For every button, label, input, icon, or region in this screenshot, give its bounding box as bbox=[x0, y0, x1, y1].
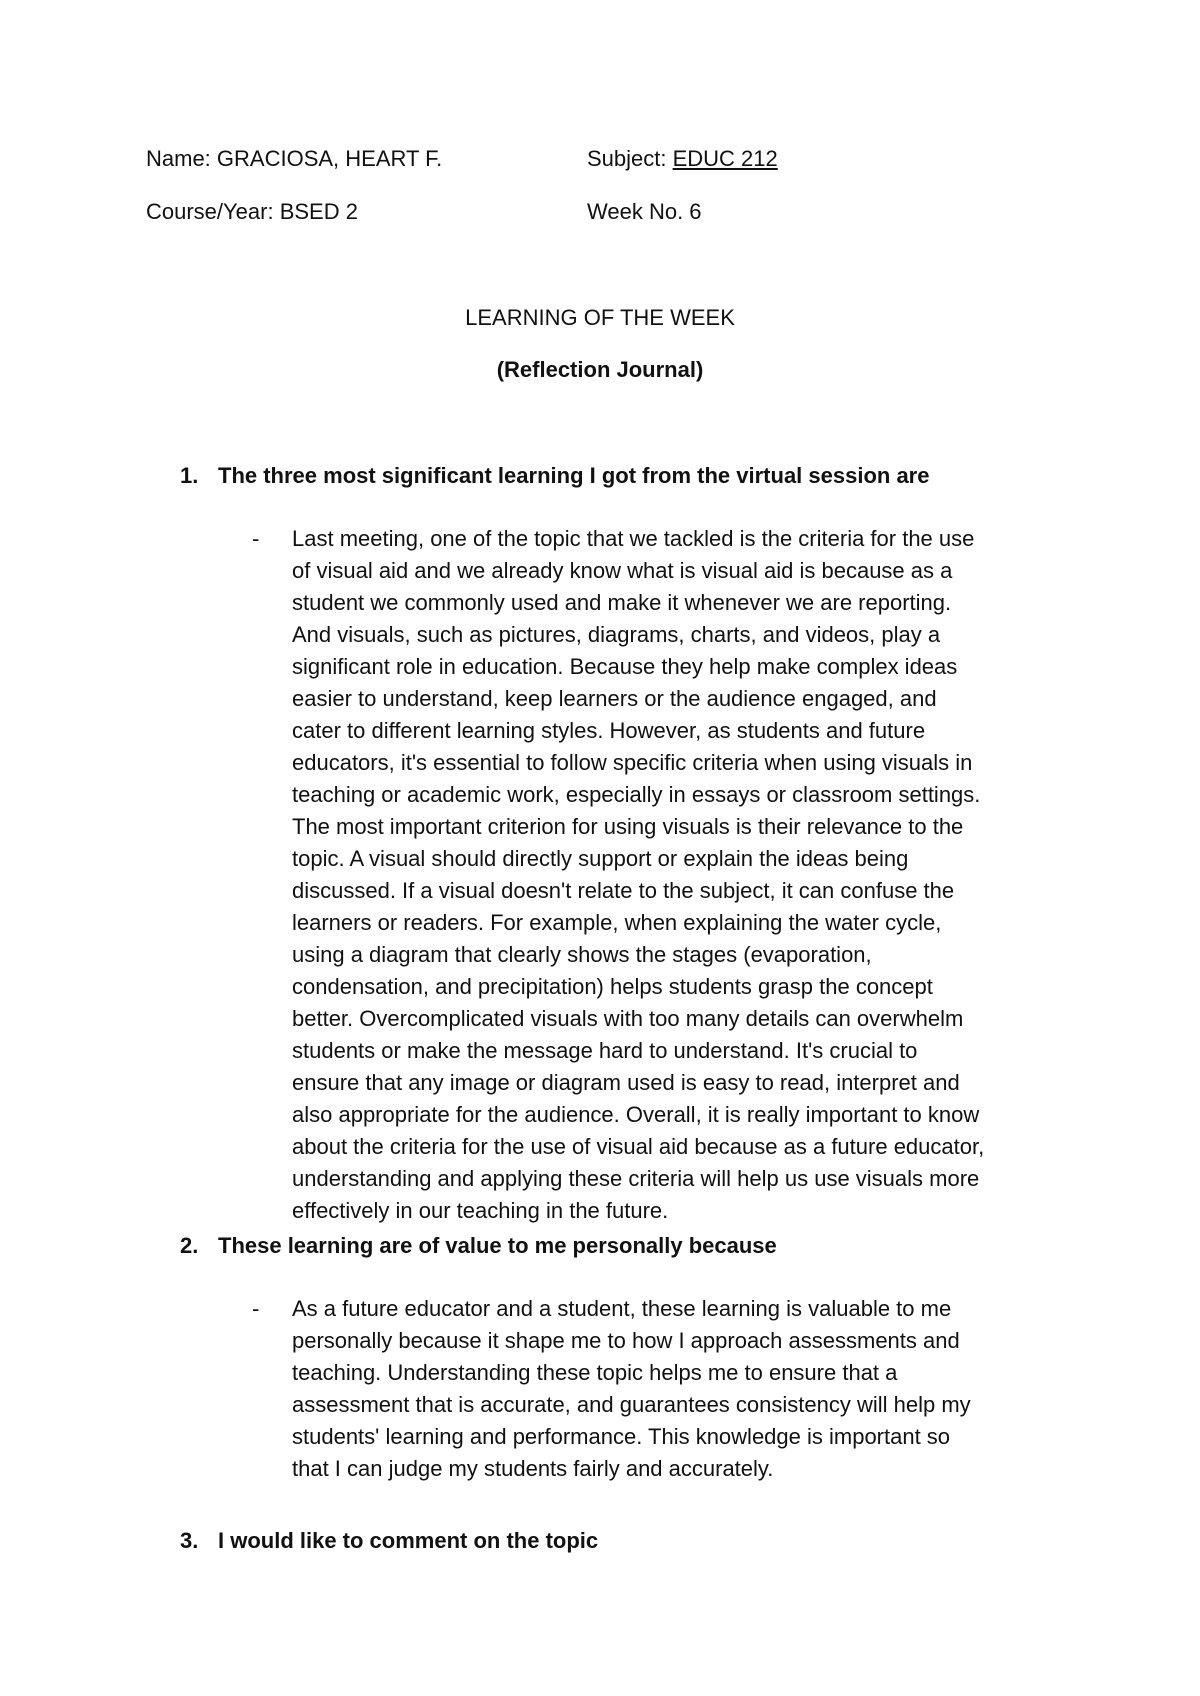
answer-line: topic. A visual should directly support or explain the ideas being bbox=[292, 846, 909, 871]
answer-line: better. Overcomplicated visuals with too many details can overwhelm bbox=[292, 1006, 964, 1031]
answer-line: learners or readers. For example, when explaining the water cycle, bbox=[292, 910, 942, 935]
answer-line: that I can judge my students fairly and accurately. bbox=[292, 1456, 774, 1481]
answer-line: effectively in our teaching in the future. bbox=[292, 1198, 669, 1223]
answer-line: educators, it's essential to follow specific criteria when using visuals in bbox=[292, 750, 973, 775]
page-subtitle: (Reflection Journal) bbox=[496, 357, 704, 382]
question-text: The three most significant learning I got from the virtual session are bbox=[218, 463, 930, 488]
answer-line: cater to different learning styles. However, as students and future bbox=[292, 718, 926, 743]
question-number: 1. bbox=[180, 463, 199, 488]
week-number: Week No. 6 bbox=[587, 199, 702, 224]
answer-line: teaching. Understanding these topic helps me to ensure that a bbox=[292, 1360, 898, 1385]
answer-line: understanding and applying these criteria will help us use visuals more bbox=[292, 1166, 980, 1191]
answer-line: ensure that any image or diagram used is easy to read, interpret and bbox=[292, 1070, 960, 1095]
answer-line: about the criteria for the use of visual aid because as a future educator, bbox=[292, 1134, 985, 1159]
answer-line: also appropriate for the audience. Overall, it is really important to know bbox=[292, 1102, 980, 1127]
answer-line: using a diagram that clearly shows the stages (evaporation, bbox=[292, 942, 872, 967]
answer-line: Last meeting, one of the topic that we tackled is the criteria for the use bbox=[292, 526, 975, 551]
question-number: 2. bbox=[180, 1233, 199, 1258]
student-name: Name: GRACIOSA, HEART F. bbox=[146, 146, 443, 171]
question-text: I would like to comment on the topic bbox=[218, 1528, 599, 1553]
question-3 bbox=[180, 1528, 598, 1554]
subject-label: Subject: bbox=[587, 146, 673, 171]
answer-line: discussed. If a visual doesn't relate to the subject, it can confuse the bbox=[292, 878, 955, 903]
answer-line: easier to understand, keep learners or the audience engaged, and bbox=[292, 686, 937, 711]
answer-2 bbox=[292, 1293, 1092, 1485]
answer-line: As a future educator and a student, these learning is valuable to me bbox=[292, 1296, 952, 1321]
answer-line: significant role in education. Because they help make complex ideas bbox=[292, 654, 958, 679]
question-1 bbox=[180, 463, 929, 489]
answer-bullet: - bbox=[252, 1296, 260, 1321]
answer-line: of visual aid and we already know what is visual aid is because as a bbox=[292, 558, 953, 583]
subject-line bbox=[587, 146, 778, 172]
answer-line: teaching or academic work, especially in essays or classroom settings. bbox=[292, 782, 981, 807]
subject-value: EDUC 212 bbox=[672, 146, 778, 171]
answer-line: And visuals, such as pictures, diagrams, charts, and videos, play a bbox=[292, 622, 941, 647]
question-2 bbox=[180, 1233, 777, 1259]
answer-line: personally because it shape me to how I approach assessments and bbox=[292, 1328, 960, 1353]
answer-line: The most important criterion for using visuals is their relevance to the bbox=[292, 814, 964, 839]
answer-line: assessment that is accurate, and guarantees consistency will help my bbox=[292, 1392, 971, 1417]
answer-line: students' learning and performance. This knowledge is important so bbox=[292, 1424, 951, 1449]
page-title: LEARNING OF THE WEEK bbox=[465, 305, 735, 330]
answer-line: condensation, and precipitation) helps students grasp the concept bbox=[292, 974, 933, 999]
course-year: Course/Year: BSED 2 bbox=[146, 199, 358, 224]
question-text: These learning are of value to me personally because bbox=[218, 1233, 777, 1258]
answer-1 bbox=[292, 523, 1092, 1227]
answer-line: student we commonly used and make it whenever we are reporting. bbox=[292, 590, 952, 615]
answer-line: students or make the message hard to understand. It's crucial to bbox=[292, 1038, 918, 1063]
answer-bullet: - bbox=[252, 526, 260, 551]
question-number: 3. bbox=[180, 1528, 199, 1553]
